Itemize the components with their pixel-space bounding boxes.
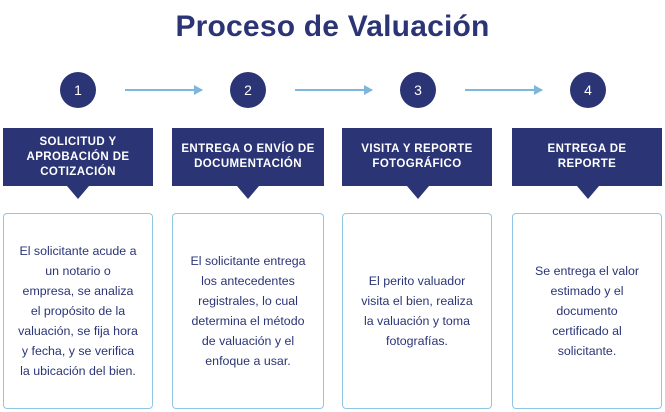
step-circle-2: 2 bbox=[230, 72, 266, 108]
step-header-notch-3 bbox=[407, 186, 429, 199]
step-number-row bbox=[0, 72, 665, 108]
step-circle-4: 4 bbox=[570, 72, 606, 108]
step-header-3: VISITA Y REPORTE FOTOGRÁFICO bbox=[342, 128, 492, 186]
page-title: Proceso de Valuación bbox=[175, 10, 490, 43]
step-body-4: Se entrega el valor estimado y el documento certificado al solicitante. bbox=[512, 213, 662, 409]
step-header-notch-1 bbox=[67, 186, 89, 199]
arrow-3-to-4 bbox=[465, 89, 542, 91]
arrow-1-to-2 bbox=[125, 89, 202, 91]
step-body-3: El perito valuador visita el bien, realiza la valuación y toma fotografías. bbox=[342, 213, 492, 409]
step-circle-1: 1 bbox=[60, 72, 96, 108]
step-header-1: SOLICITUD Y APROBACIÓN DE COTIZACIÓN bbox=[3, 128, 153, 186]
step-header-notch-2 bbox=[237, 186, 259, 199]
step-header-2: ENTREGA O ENVÍO DE DOCUMENTACIÓN bbox=[172, 128, 324, 186]
step-header-4: ENTREGA DE REPORTE bbox=[512, 128, 662, 186]
step-body-1: El solicitante acude a un notario o empresa, se analiza el propósito de la valuación, se fija hora y fecha, y se verifica la ubicación del bien. bbox=[3, 213, 153, 409]
step-circle-3: 3 bbox=[400, 72, 436, 108]
step-body-2: El solicitante entrega los antecedentes registrales, lo cual determina el método de valuación y el enfoque a usar. bbox=[172, 213, 324, 409]
step-header-notch-4 bbox=[577, 186, 599, 199]
arrow-2-to-3 bbox=[295, 89, 372, 91]
